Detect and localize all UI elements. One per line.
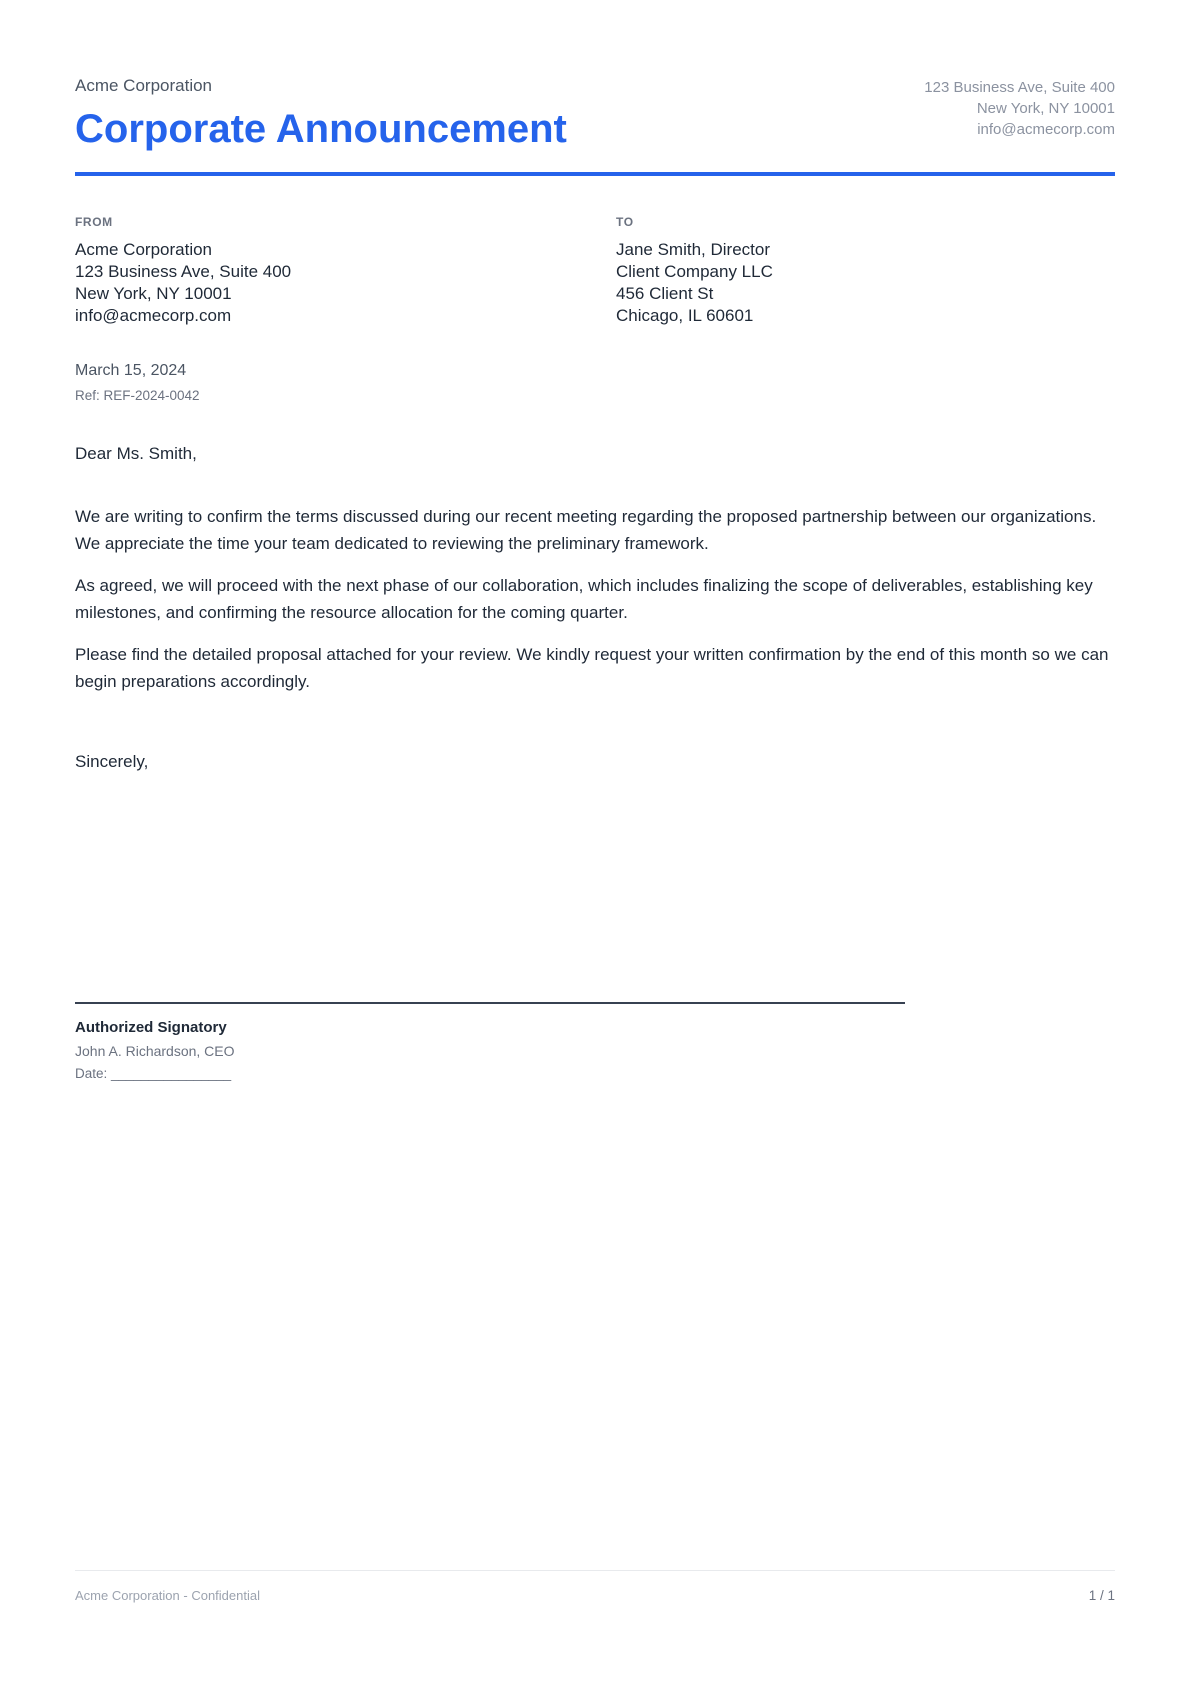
salutation: Dear Ms. Smith,	[75, 444, 197, 463]
from-to-section	[75, 215, 1115, 327]
company-address-line: 123 Business Ave, Suite 400	[924, 79, 1115, 96]
company-address-line: New York, NY 10001	[976, 100, 1115, 117]
page-footer	[75, 1570, 1115, 1604]
to-label: TO	[616, 215, 634, 229]
to-block	[616, 215, 1115, 327]
date-reference-section	[75, 361, 1115, 404]
company-address-block	[924, 76, 1115, 140]
from-label: FROM	[75, 215, 113, 229]
letter-date: March 15, 2024	[75, 362, 187, 379]
from-address-line: Acme Corporation	[75, 240, 213, 259]
body-paragraph: We are writing to confirm the terms discussed during our recent meeting regarding the proposed partnership between our organizations. We appreciate the time your team dedicated to reviewing the preliminary framework.	[75, 507, 1097, 553]
to-address-line: Chicago, IL 60601	[616, 306, 754, 325]
closing-salutation: Sincerely,	[75, 752, 149, 771]
signature-date-line: Date: ________________	[75, 1066, 232, 1081]
footer-confidential-text: Acme Corporation - Confidential	[75, 1588, 260, 1603]
signatory-title: Authorized Signatory	[75, 1019, 227, 1036]
from-address-line: info@acmecorp.com	[75, 306, 232, 325]
from-address-line: New York, NY 10001	[75, 284, 232, 303]
footer-page-number: 1 / 1	[1088, 1588, 1115, 1603]
signature-block	[75, 1002, 1115, 1082]
company-address-line: info@acmecorp.com	[977, 121, 1115, 138]
from-address-line: 123 Business Ave, Suite 400	[75, 262, 292, 281]
letterhead-left	[75, 76, 567, 152]
reference-number: Ref: REF-2024-0042	[75, 388, 200, 403]
to-address	[616, 239, 1115, 327]
from-block	[75, 215, 616, 327]
accent-divider-rule	[75, 172, 1115, 176]
letterhead	[75, 76, 1115, 152]
to-address-line: 456 Client St	[616, 284, 714, 303]
signatory-name: John A. Richardson, CEO	[75, 1043, 235, 1059]
to-address-line: Client Company LLC	[616, 262, 773, 281]
to-address-line: Jane Smith, Director	[616, 240, 770, 259]
company-name: Acme Corporation	[75, 76, 213, 95]
signature-rule	[75, 1002, 905, 1004]
body-paragraph: Please find the detailed proposal attached for your review. We kindly request your written confirmation by the end of this month so we can begin preparations accordingly.	[75, 645, 1109, 691]
document-title: Corporate Announcement	[75, 107, 567, 151]
from-address	[75, 239, 616, 327]
body-paragraph: As agreed, we will proceed with the next phase of our collaboration, which includes finalizing the scope of deliverables, establishing key milestones, and confirming the resource allocation for the coming quarter.	[75, 576, 1093, 622]
